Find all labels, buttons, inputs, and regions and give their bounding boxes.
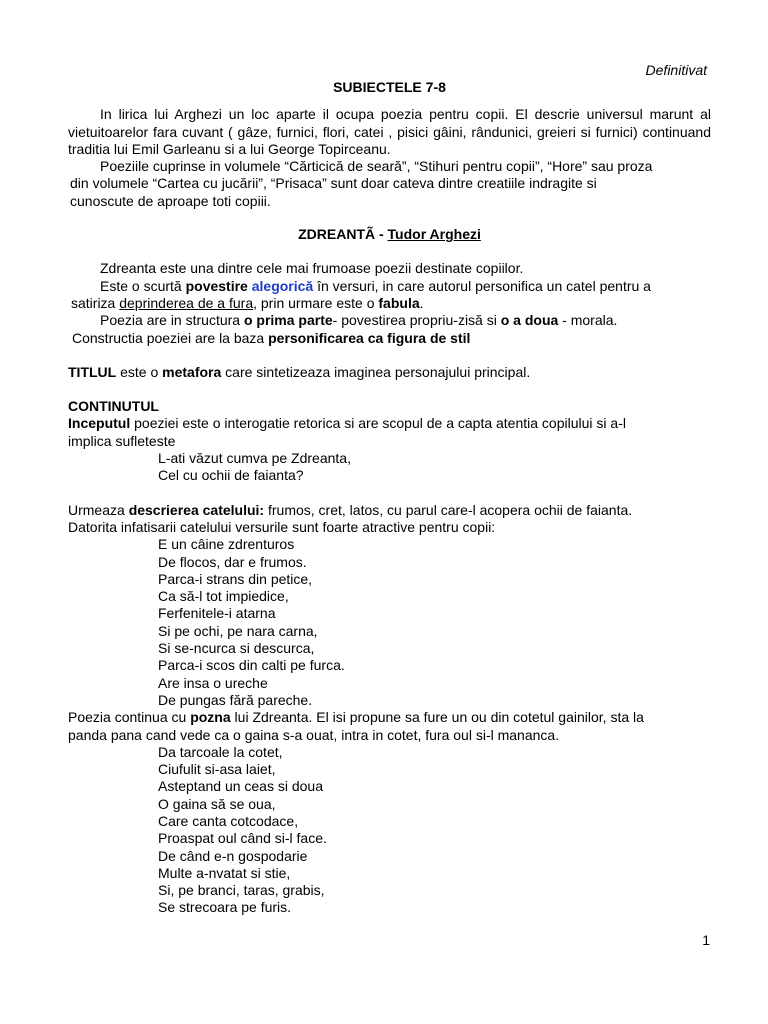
header-note: Definitivat (645, 62, 707, 78)
verse-line: Parca-i strans din petice, (158, 570, 313, 587)
text-fragment: Poezia are in structura (100, 312, 244, 329)
verse-line: Care canta cotcodace, (158, 812, 299, 829)
document-page (68, 62, 711, 917)
inceputul-paragraph-cont: implica sufleteste (68, 432, 176, 449)
emphasis-descrierea: descrierea catelului: (128, 501, 265, 518)
emphasis-pozna: pozna (190, 709, 231, 726)
text-fragment: frumos, cret, latos, cu parul care-l acopera ochii de faianta. (264, 501, 633, 518)
intro-paragraph-1: In lirica lui Arghezi un loc aparte il ocupa poezia pentru copii. El descrie universul marunt al vietuitoarelor fara cuvant ( gâze, furnici, flori, catei , pisici gâini, rândunici, greieri si furnici) continuand traditia lui Emil Garleanu si a lui George Topirceanu. (68, 106, 711, 157)
emphasis-fabula: fabula (378, 294, 420, 311)
verse-block-3 (68, 744, 711, 917)
intro-paragraph-2-line-1: Poeziile cuprinse in volumele “Cărticică de seară”, “Stihuri pentru copii”, “Hore” sau proza (100, 158, 653, 175)
text-fragment: Poezia continua cu (68, 709, 191, 726)
text-fragment: în versuri, in care autorul personifica un catel pentru a (313, 277, 651, 294)
emphasis-inceputul: Inceputul (68, 415, 131, 432)
text-fragment: Constructia poeziei are la baza (72, 329, 269, 346)
emphasis-alegorica: alegorică (251, 277, 314, 294)
verse-line: Ca să-l tot impiedice, (158, 588, 289, 605)
body-sentence-3 (68, 312, 711, 329)
verse-line: O gaina să se oua, (158, 795, 276, 812)
verse-line: Si, pe branci, taras, grabis, (158, 882, 325, 899)
verse-block-1 (68, 450, 711, 485)
datorita-paragraph: Datorita infatisarii catelului versurile sunt foarte atractive pentru copii: (68, 518, 496, 535)
verse-line: Ferfenitele-i atarna (158, 605, 276, 622)
poezia-continua-paragraph-cont: panda pana cand vede ca o gaina s-a ouat, intra in cotet, fura oul si-l mananca. (68, 726, 560, 743)
verse-line: Asteptand un ceas si doua (158, 778, 324, 795)
page-number: 1 (702, 932, 710, 948)
section-title-text: ZDREANTÃ - (298, 226, 388, 243)
verse-line: Si se-ncurca si descurca, (158, 640, 315, 657)
verse-line: Ciufulit si-asa laiet, (158, 761, 276, 778)
text-fragment: lui Zdreanta. El isi propune sa fure un ou din cotetul gainilor, sta la (230, 709, 644, 726)
text-fragment: Urmeaza (68, 501, 129, 518)
text-fragment: Este o scurtă (100, 277, 186, 294)
verse-line: De flocos, dar e frumos. (158, 553, 307, 570)
verse-line: Are insa o ureche (158, 674, 268, 691)
continutul-heading: CONTINUTUL (68, 398, 159, 415)
text-fragment: satiriza (71, 294, 120, 311)
verse-line: E un câine zdrenturos (158, 536, 295, 553)
titlu-paragraph (68, 364, 711, 381)
verse-line: De când e-n gospodarie (158, 847, 308, 864)
emphasis-a-doua: o a doua (500, 312, 559, 329)
body-sentence-4 (68, 330, 711, 347)
section-title (68, 226, 711, 243)
body-sentence-2-cont: satiriza deprinderea de a fura, prin urmare este o fabula. (71, 294, 424, 311)
body-sentence-2 (68, 278, 711, 295)
intro-paragraph-2-line-3: cunoscute de aproape toti copiii. (70, 192, 271, 209)
verse-line: Cel cu ochii de faianta? (158, 467, 304, 484)
verse-line: De pungas fără pareche. (158, 691, 313, 708)
emphasis-prima-parte: o prima parte (243, 312, 333, 329)
intro-paragraph-2-line-2: din volumele “Cartea cu jucării”, “Prisaca” sunt doar cateva dintre creatiile indragite si (70, 175, 597, 192)
emphasis-povestire: povestire (185, 277, 248, 294)
text-fragment: , prin urmare este o (253, 294, 379, 311)
verse-line: Si pe ochi, pe nara carna, (158, 622, 318, 639)
verse-block-2 (68, 536, 711, 709)
underlined-phrase: deprinderea de a fura (119, 294, 254, 311)
inceputul-paragraph (68, 415, 711, 432)
emphasis-personificarea: personificarea ca figura de stil (268, 329, 471, 346)
verse-line: Multe a-nvatat si stie, (158, 864, 291, 881)
text-fragment: - morala. (558, 312, 618, 329)
body-sentence-1: Zdreanta este una dintre cele mai frumoase poezii destinate copiilor. (100, 260, 524, 277)
text-fragment: care sintetizeaza imaginea personajului principal. (221, 363, 531, 380)
verse-line: Se strecoara pe furis. (158, 899, 292, 916)
titlu-heading: TITLUL (68, 363, 117, 380)
section-author: Tudor Arghezi (387, 226, 481, 243)
text-fragment: poeziei este o interogatie retorica si are scopul de a capta atentia copilului si a-l (130, 415, 626, 432)
urmeaza-paragraph (68, 502, 711, 519)
text-fragment: - povestirea propriu-zisă si (332, 312, 501, 329)
poezia-continua-paragraph (68, 709, 711, 726)
verse-line: Da tarcoale la cotet, (158, 743, 283, 760)
text-fragment: este o (116, 363, 163, 380)
verse-line: Proaspat oul când si-l face. (158, 830, 327, 847)
emphasis-metafora: metafora (162, 363, 222, 380)
page-title: SUBIECTELE 7-8 (333, 79, 446, 95)
verse-line: L-ati văzut cumva pe Zdreanta, (158, 450, 351, 467)
verse-line: Parca-i scos din calti pe furca. (158, 657, 345, 674)
